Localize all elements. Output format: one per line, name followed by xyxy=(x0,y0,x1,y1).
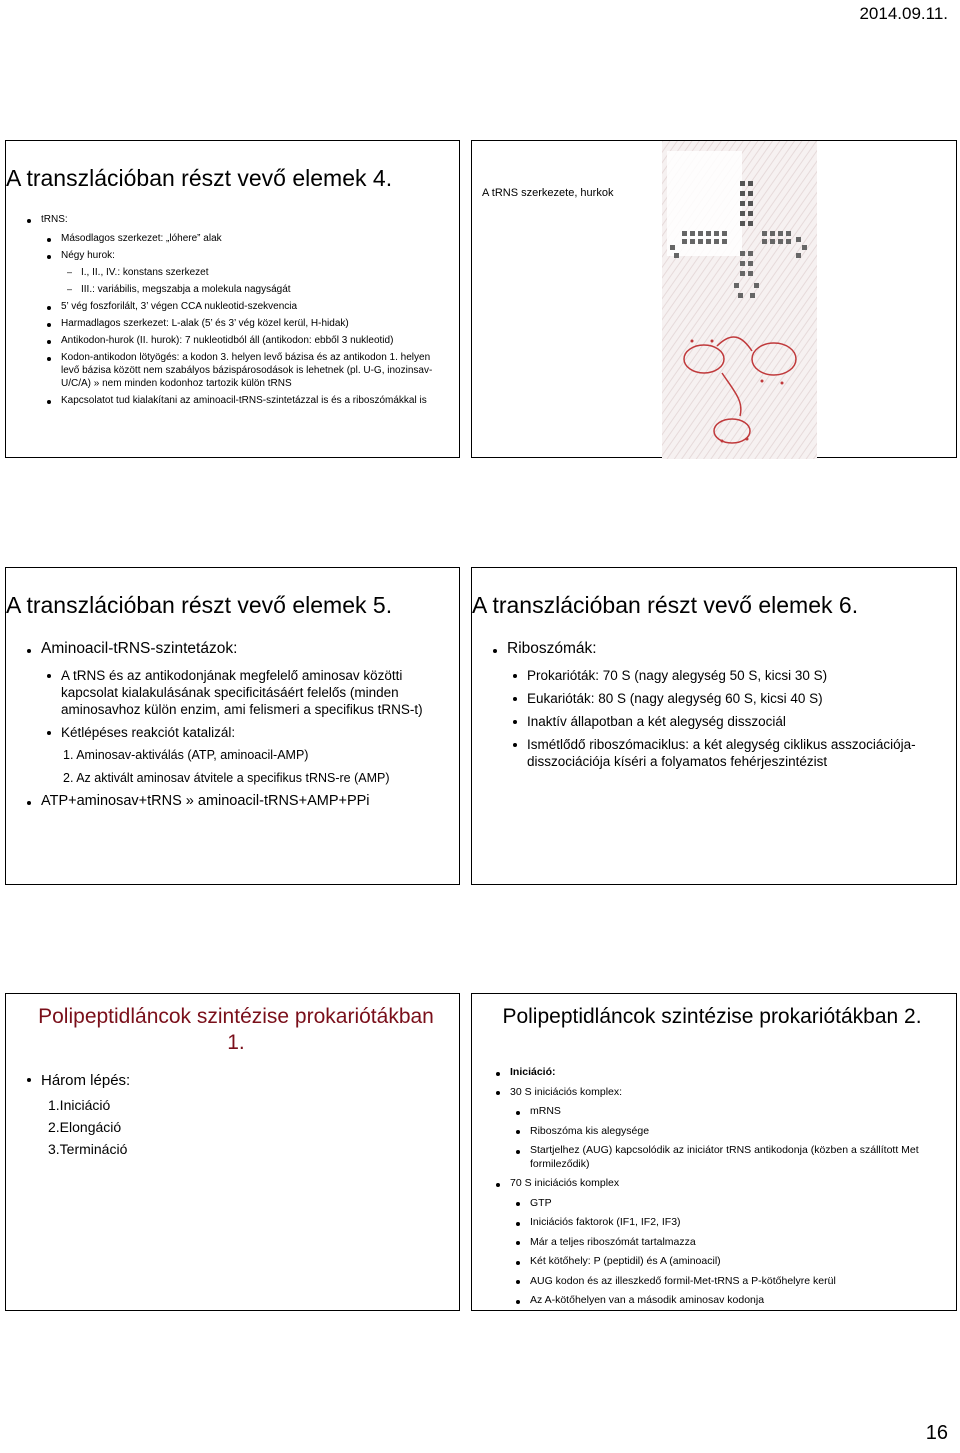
list-item: Riboszóma kis alegysége xyxy=(530,1125,950,1139)
list-item: tRNS: xyxy=(41,213,441,226)
list-item: mRNS xyxy=(530,1105,950,1119)
slide-polypeptide-synthesis-1 xyxy=(5,993,460,1311)
list-item: Kétlépéses reakciót katalizál: xyxy=(61,724,441,741)
slide-title: A transzlációban részt vevő elemek 6. xyxy=(472,592,859,618)
slide-title: Polipeptidláncok szintézise prokariótákban 2. xyxy=(502,1005,922,1028)
list-heading: Három lépés: xyxy=(41,1070,130,1092)
step-item: 3.Termináció xyxy=(48,1141,128,1157)
date-label: 2014.09.11. xyxy=(859,4,948,23)
list-item: Négy hurok: xyxy=(61,249,441,262)
equation: ATP+aminosav+tRNS » aminoacil-tRNS+AMP+PPi xyxy=(41,793,441,810)
list-item: Harmadlagos szerkezet: L-alak (5’ és 3’ vég közel kerül, H-hidak) xyxy=(61,317,441,330)
step-item: 2. Az aktivált aminosav átvitele a specifikus tRNS-re (AMP) xyxy=(63,771,390,785)
list-item: – III.: variábilis, megszabja a molekula nagyságát xyxy=(81,283,441,296)
bullet-list xyxy=(41,1070,130,1092)
list-item: Inaktív állapotban a két alegység disszociál xyxy=(527,713,927,730)
list-item: AUG kodon és az illeszkedő formil-Met-tRNS a P-kötőhelyre kerül xyxy=(530,1275,950,1289)
bullet-list xyxy=(507,640,927,776)
list-item: 5’ vég foszforilált, 3’ végen CCA nukleotid-szekvencia xyxy=(61,300,441,313)
list-item: Prokarióták: 70 S (nagy alegység 50 S, kicsi 30 S) xyxy=(527,667,927,684)
bullet-list xyxy=(510,1066,950,1314)
list-item: – I., II., IV.: konstans szerkezet xyxy=(81,266,441,279)
slide-title: A transzlációban részt vevő elemek 4. xyxy=(6,165,393,191)
list-item: Ismétlődő riboszómaciklus: a két alegység ciklikus asszociációja-disszociációja kíséri a folyamatos fehérjeszintézist xyxy=(527,736,927,770)
list-item: GTP xyxy=(530,1197,950,1211)
list-item: Az A-kötőhelyen van a második aminosav kodonja xyxy=(530,1294,950,1308)
figure-caption: A tRNS szerkezete, hurkok xyxy=(482,187,614,199)
list-item: Iniciáció: xyxy=(510,1066,950,1080)
list-item: Kapcsolatot tud kialakítani az aminoacil-tRNS-szintetázzal is és a riboszómákkal is xyxy=(61,394,441,407)
bullet-list xyxy=(41,213,441,411)
list-item: Antikodon-hurok (II. hurok): 7 nukleotidból áll (antikodon: ebből 3 nukleotid) xyxy=(61,334,441,347)
list-item: 70 S iniciációs komplex xyxy=(510,1177,950,1191)
list-item: 30 S iniciációs komplex: xyxy=(510,1086,950,1100)
slide-title: A transzlációban részt vevő elemek 5. xyxy=(6,592,393,618)
trna-cloverleaf-figure xyxy=(662,141,817,459)
list-item: Iniciációs faktorok (IF1, IF2, IF3) xyxy=(530,1216,950,1230)
slide-translation-elements-4 xyxy=(5,140,460,458)
step-item: 2.Elongáció xyxy=(48,1119,122,1135)
steps-list xyxy=(48,1094,127,1160)
slide-polypeptide-synthesis-2 xyxy=(471,993,957,1311)
list-item: Már a teljes riboszómát tartalmazza xyxy=(530,1236,950,1250)
slide-translation-elements-6 xyxy=(471,567,957,885)
slide-translation-elements-5 xyxy=(5,567,460,885)
list-item: Másodlagos szerkezet: „lóhere” alak xyxy=(61,232,441,245)
list-heading: Aminoacil-tRNS-szintetázok: xyxy=(41,640,441,657)
step-item: 1.Iniciáció xyxy=(48,1097,111,1113)
list-item: Két kötőhely: P (peptidil) és A (aminoacil) xyxy=(530,1255,950,1269)
page-number: 16 xyxy=(925,1422,948,1444)
list-item: Eukarióták: 80 S (nagy alegység 60 S, kicsi 40 S) xyxy=(527,690,927,707)
step-item: 1. Aminosav-aktiválás (ATP, aminoacil-AMP) xyxy=(63,748,309,762)
list-item: A tRNS és az antikodonjának megfelelő aminosav közötti kapcsolat kialakulásának specificitásáért felelős (minden aminosavhoz külön enzim, ami felismeri a specifikus tRNS-t) xyxy=(61,667,441,718)
list-heading: Riboszómák: xyxy=(507,640,927,657)
list-item: Startjelhez (AUG) kapcsolódik az iniciátor tRNS antikodonja (közben a szállított Met formileződik) xyxy=(530,1144,950,1171)
bullet-list xyxy=(41,640,441,820)
slide-title: Polipeptidláncok szintézise prokariótákban 1. xyxy=(38,1005,434,1054)
list-item: Kodon-antikodon lötyögés: a kodon 3. helyen levő bázisa és az antikodon 1. helyen levő bázisa között nem szabályos bázispárosodások is lehetnek (pl. U-G, inozinsav-U/C/A) » nem minden kodonhoz tartozik külön tRNS xyxy=(61,351,441,390)
slide-trna-structure xyxy=(471,140,957,458)
